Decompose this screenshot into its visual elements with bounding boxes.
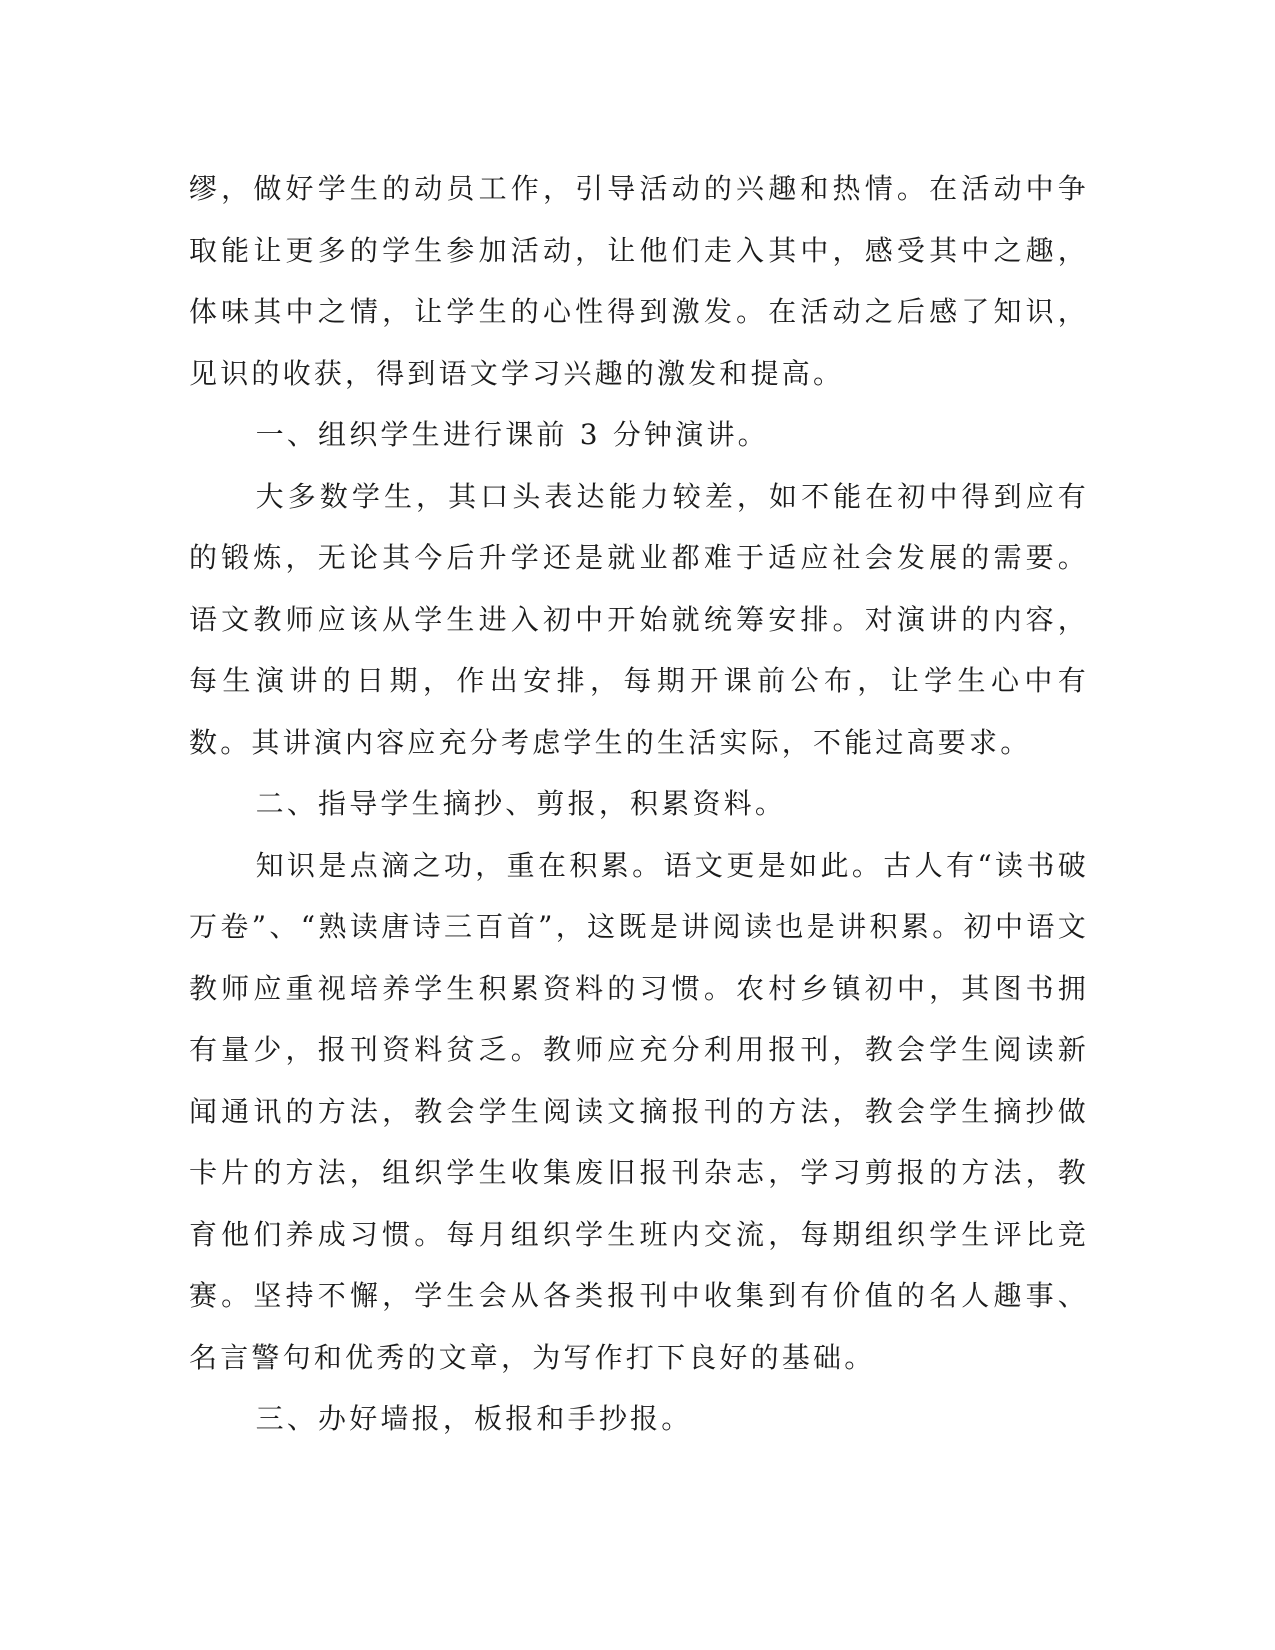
- section-heading-speech: 一、组织学生进行课前 3 分钟演讲。: [255, 418, 769, 451]
- paragraph-clipping: 知识是点滴之功，重在积累。语文更是如此。古人有“读书破万卷”、“熟读唐诗三百首”，这既是讲阅读也是讲积累。初中语文教师应重视培养学生积累资料的习惯。农村乡镇初中，其图书拥有量少，报刊资料贫乏。教师应充分利用报刊，教会学生阅读新闻通讯的方法，教会学生阅读文摘报刊的方法，教会学生摘抄做卡片的方法，组织学生收集废旧报刊杂志，学习剪报的方法，教育他们养成习惯。每月组织学生班内交流，每期组织学生评比竞赛。坚持不懈，学生会从各类报刊中收集到有价值的名人趣事、名言警句和优秀的文章，为写作打下良好的基础。: [189, 848, 1089, 1374]
- section-heading-clipping: 二、指导学生摘抄、剪报，积累资料。: [255, 787, 787, 820]
- document-body: [189, 158, 1089, 1450]
- paragraph-intro-continuation: 缪，做好学生的动员工作，引导活动的兴趣和热情。在活动中争取能让更多的学生参加活动，让他们走入其中，感受其中之趣，体味其中之情，让学生的心性得到激发。在活动之后感了知识，见识的收获，得到语文学习兴趣的激发和提高。: [189, 172, 1089, 390]
- paragraph-speech: 大多数学生，其口头表达能力较差，如不能在初中得到应有的锻炼，无论其今后升学还是就业都难于适应社会发展的需要。语文教师应该从学生进入初中开始就统筹安排。对演讲的内容，每生演讲的日期，作出安排，每期开课前公布，让学生心中有数。其讲演内容应充分考虑学生的生活实际，不能过高要求。: [189, 479, 1089, 759]
- section-heading-wall-newspaper: 三、办好墙报，板报和手抄报。: [255, 1402, 693, 1435]
